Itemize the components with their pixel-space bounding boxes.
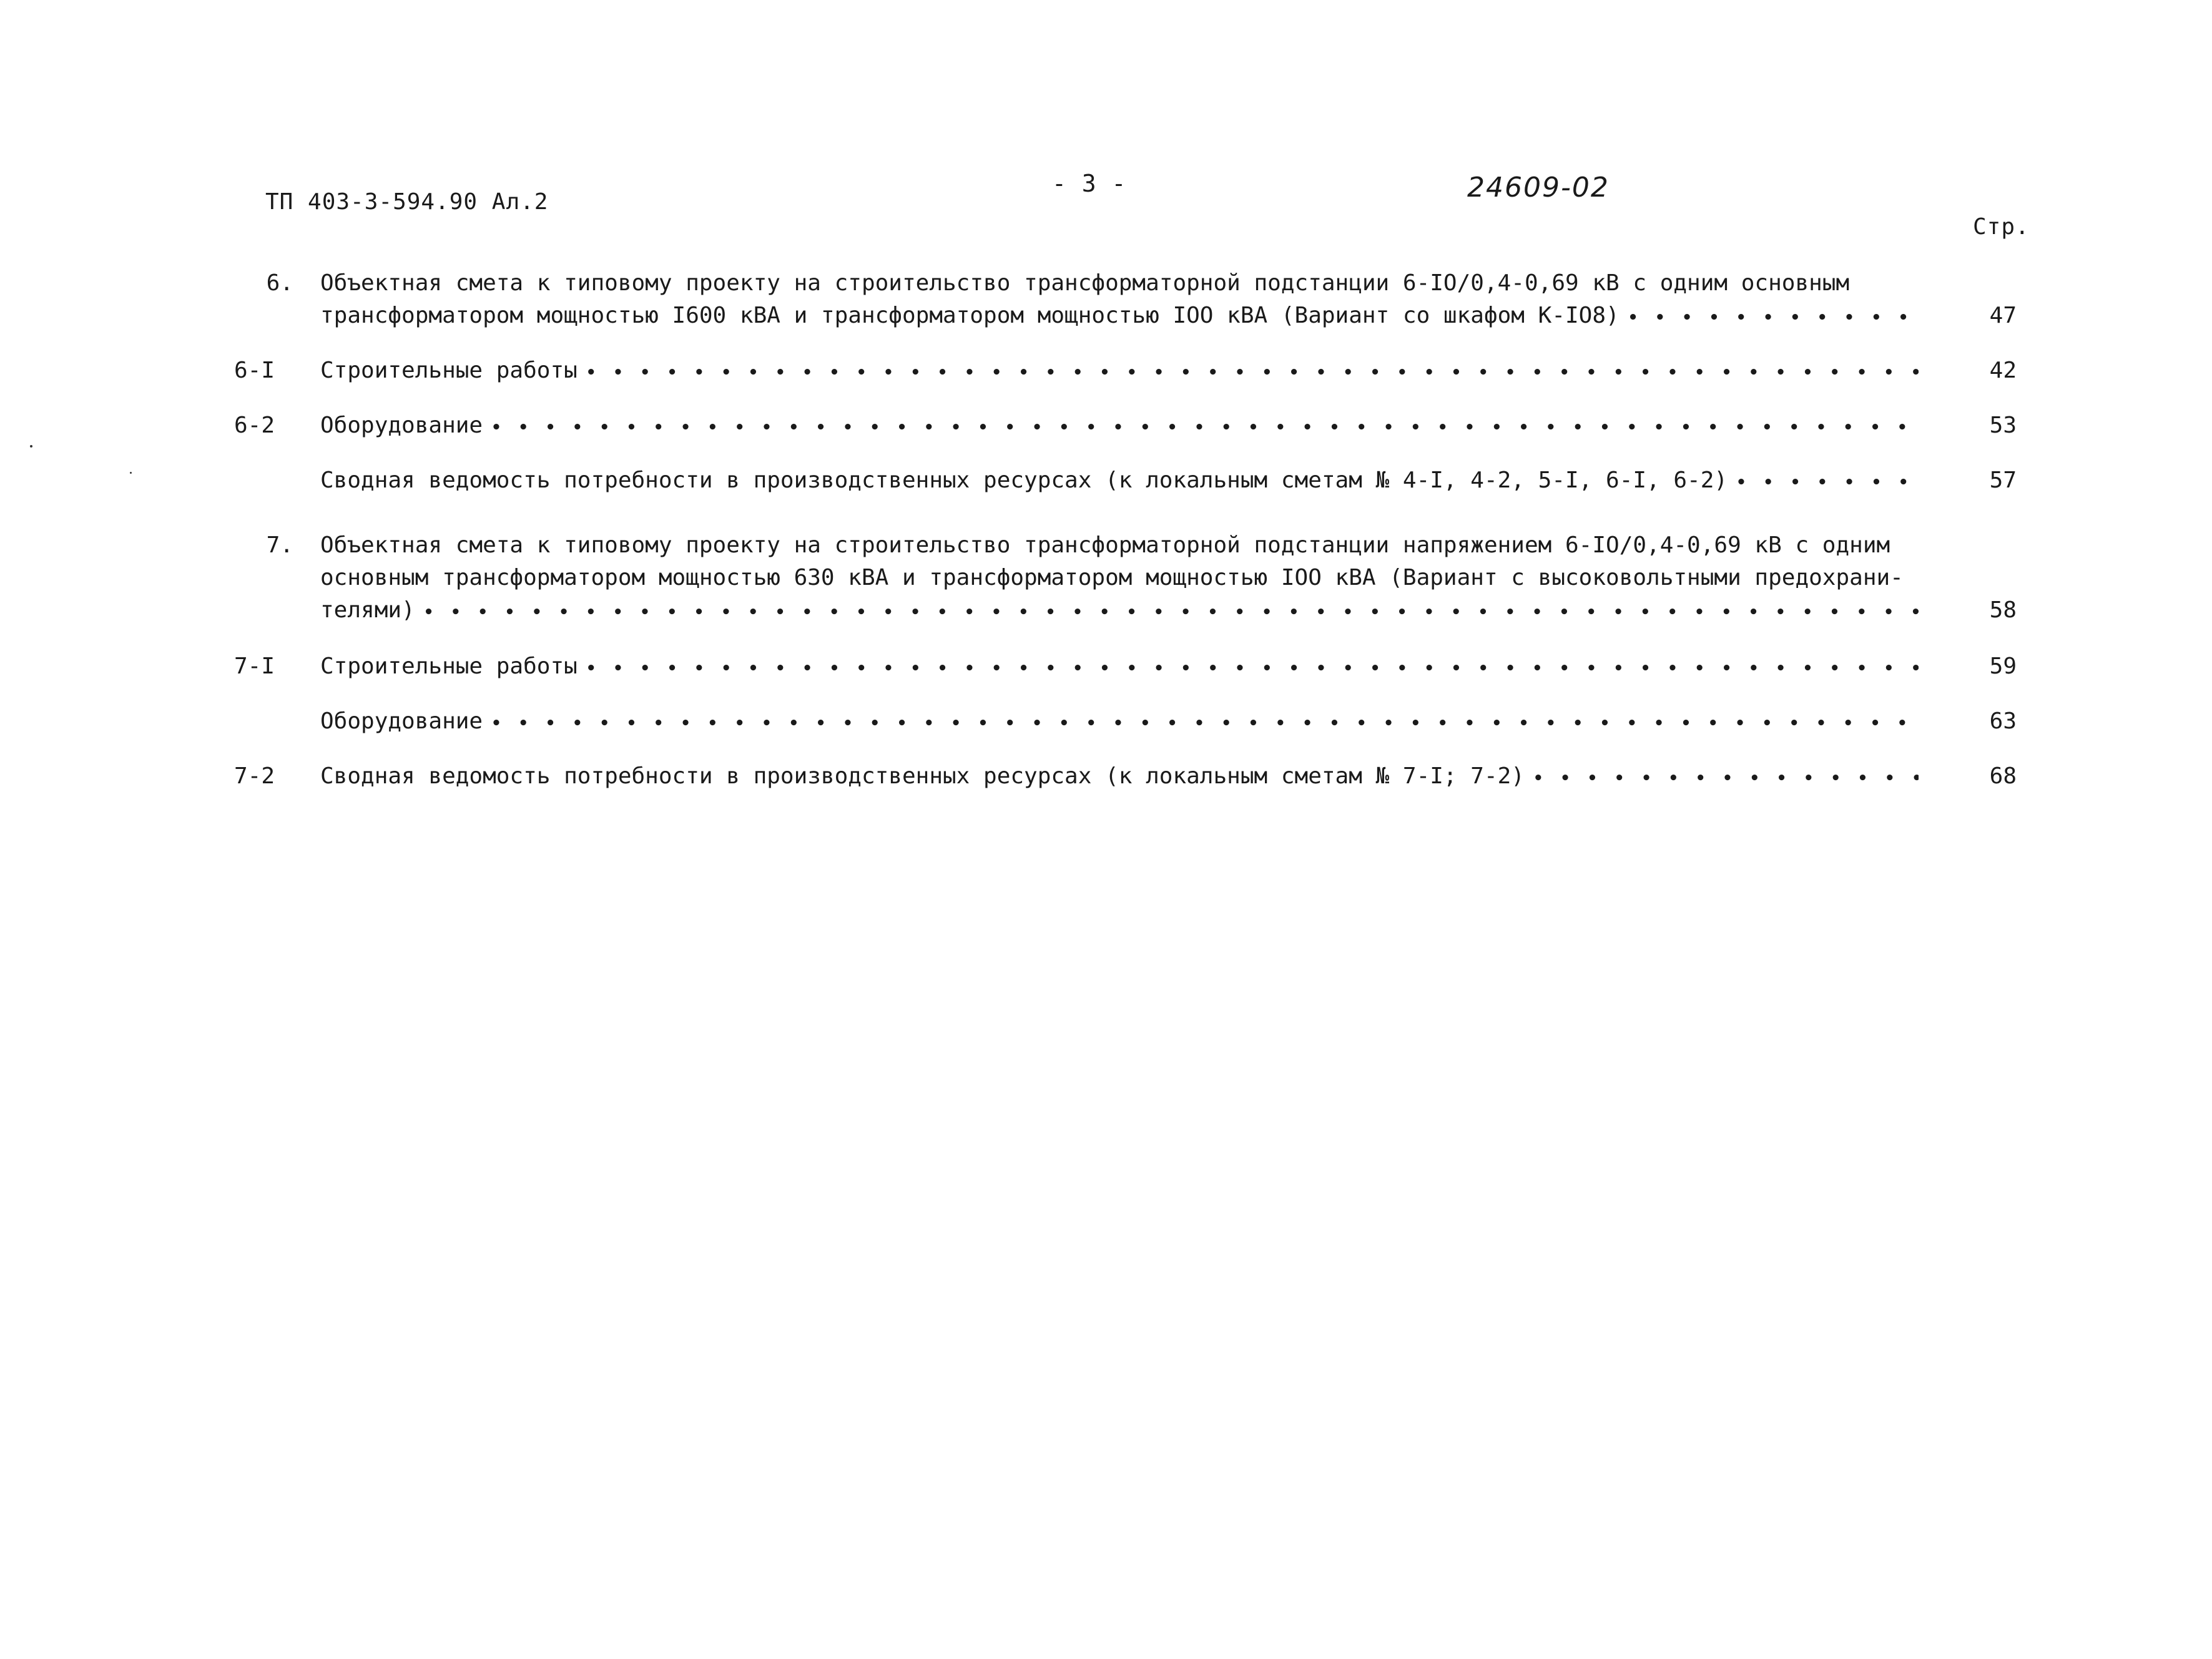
dot-leader [491, 705, 1919, 740]
toc-entry-line: Строительные работы [320, 653, 578, 679]
toc-entry-line: Объектная смета к типовому проекту на строительство трансформаторной подстанции 6-IO/0,4-0,69 кВ с одним основным [320, 270, 1850, 296]
toc-entry-line: телями) [320, 597, 415, 623]
toc-entry-line: Оборудование [320, 413, 483, 438]
scan-speck [130, 472, 132, 474]
toc-entry-text [320, 529, 1919, 627]
toc-entry-line-with-leader [320, 594, 1919, 627]
toc-entry-text [320, 650, 1919, 683]
page-number: - 3 - [1052, 170, 1127, 197]
toc-entry-page: 53 [1989, 413, 2017, 438]
toc-entry-line: основным трансформатором мощностью 630 кВА и трансформатором мощностью IOO кВА (Вариант с высоковольтными предохрани- [320, 565, 1904, 590]
toc-entry-text [320, 705, 1919, 738]
toc-entry-line-with-leader [320, 409, 1919, 442]
toc-entry-page: 57 [1989, 467, 2017, 493]
document-code: ТП 403-3-594.90 Ал.2 [265, 189, 549, 215]
toc-entry-text [320, 760, 1919, 793]
toc-entry-number: 6-I [233, 358, 275, 383]
toc-entry-text [320, 355, 1919, 387]
toc-entry-line: Объектная смета к типовому проекту на строительство трансформаторной подстанции напряжением 6-IO/0,4-0,69 кВ с одним [320, 532, 1890, 558]
toc-entry-number: 7-I [233, 653, 275, 679]
toc-entry-text [320, 409, 1919, 442]
toc-entry-line: Оборудование [320, 708, 483, 734]
toc-entry-page: 68 [1989, 763, 2017, 789]
registration-number: 24609-02 [1467, 172, 1610, 203]
toc-entry-number: 6-2 [233, 413, 275, 438]
toc-entry-line: Сводная ведомость потребности в производственных ресурсах (к локальным сметам № 7-I; 7-2) [320, 763, 1525, 789]
dot-leader [1628, 300, 1919, 334]
toc-entry-line-with-leader [320, 705, 1919, 738]
dot-leader [424, 594, 1919, 629]
scan-speck [30, 445, 32, 448]
toc-entry-line: Сводная ведомость потребности в производственных ресурсах (к локальным сметам № 4-I, 4-2, 5-I, 6-I, 6-2) [320, 467, 1728, 493]
toc-entry-number: 7. [266, 532, 293, 558]
toc-entry-page: 47 [1989, 303, 2017, 328]
toc-entry-line-with-leader [320, 464, 1919, 497]
toc-entry-text [320, 267, 1919, 332]
toc-entry-page: 42 [1989, 358, 2017, 383]
dot-leader [586, 355, 1919, 389]
toc-entry-line-with-leader [320, 650, 1919, 683]
toc-entry-page: 59 [1989, 653, 2017, 679]
toc-entry-line-with-leader [320, 760, 1919, 793]
toc-entry-number: 7-2 [233, 763, 275, 789]
toc-entry-line: трансформатором мощностью I600 кВА и трансформатором мощностью IOO кВА (Вариант со шкафом К-IO8) [320, 303, 1620, 328]
toc-entry-page: 58 [1989, 597, 2017, 623]
dot-leader [491, 409, 1919, 444]
toc-entry-line-with-leader [320, 355, 1919, 387]
toc-entry-line-with-leader [320, 300, 1919, 332]
dot-leader [1736, 464, 1919, 499]
toc-entry-number: 6. [266, 270, 293, 296]
toc-entry-text [320, 464, 1919, 497]
page-column-label: Стр. [1973, 214, 2030, 240]
toc-entry-line: Строительные работы [320, 358, 578, 383]
toc-entry-page: 63 [1989, 708, 2017, 734]
dot-leader [1533, 760, 1919, 795]
dot-leader [586, 650, 1919, 685]
